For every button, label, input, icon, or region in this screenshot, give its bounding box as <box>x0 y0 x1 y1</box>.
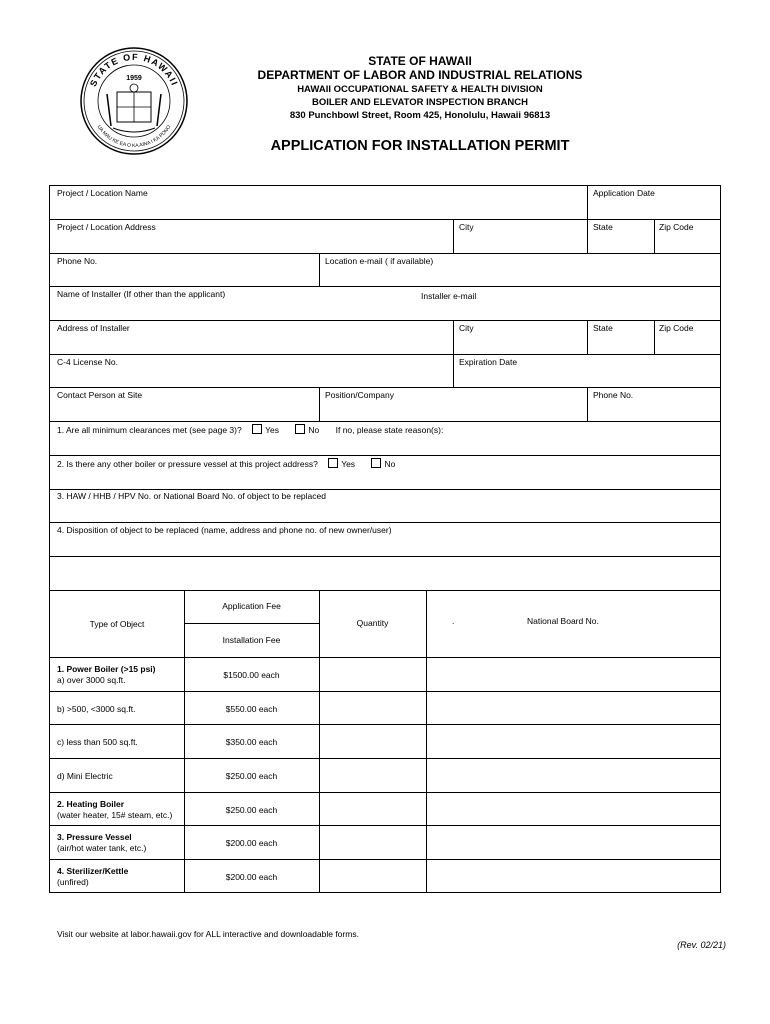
website-note: Visit our website at labor.hawaii.gov for ALL interactive and downloadable forms. <box>57 929 359 939</box>
phone-field[interactable]: Phone No. <box>57 256 98 266</box>
fee-row-label: (air/hot water tank, etc.) <box>57 843 147 853</box>
project-address-field[interactable]: Project / Location Address <box>57 222 156 232</box>
col-quantity: Quantity <box>356 618 389 628</box>
fee-row-amount: $1500.00 each <box>223 670 280 680</box>
fee-row-title: 4. Sterilizer/Kettle <box>57 866 129 876</box>
national-board-input[interactable] <box>427 793 719 824</box>
national-board-input[interactable] <box>427 826 719 858</box>
contact-person-field[interactable]: Contact Person at Site <box>57 390 143 400</box>
fee-row-label: a) over 3000 sq.ft. <box>57 675 126 685</box>
fee-row-amount: $350.00 each <box>225 737 278 747</box>
q2-yes-label: Yes <box>341 459 356 469</box>
question-4[interactable]: 4. Disposition of object to be replaced (name, address and phone no. of new owner/user) <box>57 525 392 535</box>
fee-row-label: d) Mini Electric <box>57 771 113 781</box>
svg-text:1959: 1959 <box>126 75 142 82</box>
page-title: APPLICATION FOR INSTALLATION PERMIT <box>270 138 570 154</box>
svg-text:UA MAU KE EA O KA AINA I KA PO: UA MAU KE EA O KA AINA I KA PONO <box>95 124 173 149</box>
location-email-field[interactable]: Location e-mail ( if available) <box>325 256 434 266</box>
fee-row-title: 2. Heating Boiler <box>57 799 125 809</box>
col-dot: . <box>452 616 455 626</box>
q1-reason-label: If no, please state reason(s): <box>335 425 444 435</box>
city-field[interactable]: City <box>459 222 474 232</box>
installer-address-field[interactable]: Address of Installer <box>57 323 130 333</box>
zip-field[interactable]: Zip Code <box>659 222 694 232</box>
fee-row-label: b) >500, <3000 sq.ft. <box>57 704 136 714</box>
fee-row-amount: $550.00 each <box>225 704 278 714</box>
header-division: HAWAII OCCUPATIONAL SAFETY & HEALTH DIVISION <box>297 84 543 95</box>
q1-no-label: No <box>308 425 320 435</box>
fee-row-amount: $200.00 each <box>225 838 278 848</box>
installer-city-field[interactable]: City <box>459 323 474 333</box>
question-1-text: 1. Are all minimum clearances met (see page 3)? <box>57 425 242 435</box>
quantity-input[interactable] <box>320 826 425 858</box>
site-phone-field[interactable]: Phone No. <box>593 390 634 400</box>
col-application-fee: Application Fee <box>222 601 281 611</box>
col-type-of-object: Type of Object <box>89 619 145 629</box>
state-field[interactable]: State <box>593 222 613 232</box>
project-name-field[interactable]: Project / Location Name <box>57 188 148 198</box>
c4-license-field[interactable]: C-4 License No. <box>57 357 118 367</box>
header-department: DEPARTMENT OF LABOR AND INDUSTRIAL RELATIONS <box>257 68 583 82</box>
fee-row-title: 1. Power Boiler (>15 psi) <box>57 664 156 674</box>
quantity-input[interactable] <box>320 692 425 723</box>
installer-state-field[interactable]: State <box>593 323 613 333</box>
quantity-input[interactable] <box>320 725 425 757</box>
fee-row-label: c) less than 500 sq.ft. <box>57 737 138 747</box>
fee-row-amount: $250.00 each <box>225 805 278 815</box>
q2-no-checkbox[interactable] <box>371 458 381 468</box>
fee-row-title: 3. Pressure Vessel <box>57 832 132 842</box>
q1-yes-label: Yes <box>265 425 279 435</box>
header-address: 830 Punchbowl Street, Room 425, Honolulu, Hawaii 96813 <box>289 110 551 121</box>
quantity-input[interactable] <box>320 860 425 891</box>
national-board-input[interactable] <box>427 658 719 690</box>
q1-no-checkbox[interactable] <box>295 424 305 434</box>
col-national-board: National Board No. <box>527 616 599 626</box>
header-branch: BOILER AND ELEVATOR INSPECTION BRANCH <box>311 97 529 108</box>
question-1 <box>57 424 443 435</box>
q2-no-label: No <box>384 459 396 469</box>
fee-row-amount: $200.00 each <box>225 872 278 882</box>
svg-text:STATE OF HAWAII: STATE OF HAWAII <box>88 51 181 88</box>
installer-name-field[interactable]: Name of Installer (If other than the applicant) <box>57 289 226 299</box>
revision-label: (Rev. 02/21) <box>677 940 726 950</box>
expiration-date-field[interactable]: Expiration Date <box>459 357 518 367</box>
quantity-input[interactable] <box>320 759 425 791</box>
question-3[interactable]: 3. HAW / HHB / HPV No. or National Board No. of object to be replaced <box>57 491 326 501</box>
quantity-input[interactable] <box>320 793 425 824</box>
application-date-field[interactable]: Application Date <box>593 188 655 198</box>
fee-row-label: (water heater, 15# steam, etc.) <box>57 810 173 820</box>
question-2 <box>57 458 395 469</box>
national-board-input[interactable] <box>427 725 719 757</box>
header-state: STATE OF HAWAII <box>368 54 472 68</box>
quantity-input[interactable] <box>320 658 425 690</box>
col-installation-fee: Installation Fee <box>222 635 281 645</box>
fee-row-label: (unfired) <box>57 877 89 887</box>
q2-yes-checkbox[interactable] <box>328 458 338 468</box>
national-board-input[interactable] <box>427 692 719 723</box>
national-board-input[interactable] <box>427 759 719 791</box>
installer-email-field[interactable]: Installer e-mail <box>421 291 477 301</box>
national-board-input[interactable] <box>427 860 719 891</box>
application-form <box>49 185 721 893</box>
installer-zip-field[interactable]: Zip Code <box>659 323 694 333</box>
state-seal-logo <box>79 46 189 156</box>
question-2-text: 2. Is there any other boiler or pressure vessel at this project address? <box>57 459 318 469</box>
position-company-field[interactable]: Position/Company <box>325 390 394 400</box>
fee-row-amount: $250.00 each <box>225 771 278 781</box>
q1-yes-checkbox[interactable] <box>252 424 262 434</box>
